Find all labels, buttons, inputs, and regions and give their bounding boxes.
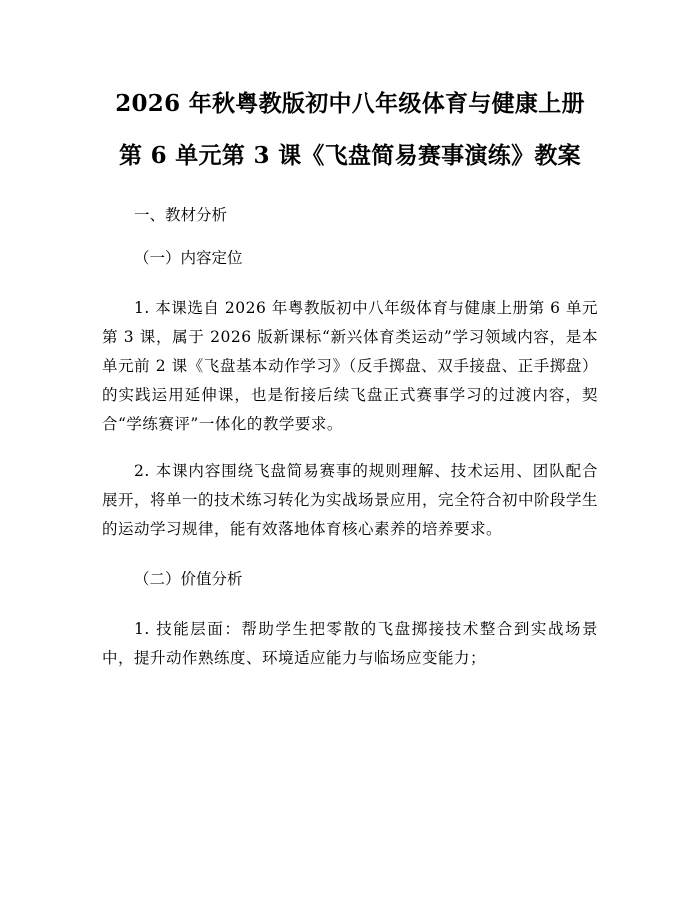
subsection-heading-content-positioning: （一）内容定位: [134, 249, 243, 267]
document-title-line-2: 第 6 单元第 3 课《飞盘简易赛事演练》教案: [119, 142, 581, 169]
paragraph-content-positioning-1: 1. 本课选自 2026 年粤教版初中八年级体育与健康上册第 6 单元第 3 课，属于 2026 版新课标“新兴体育类运动”学习领域内容，是本单元前 2 课《飞盘基本动作学习》（反手掷盘、双手接盘、正手掷盘）的实践运用延伸课，也是衔接后续飞盘正式赛事学习的过渡内容，契合“学练赛评”一体化的教学要求。: [102, 299, 598, 433]
document-title-line-1: 2026 年秋粤教版初中八年级体育与健康上册: [115, 90, 585, 117]
subsection-heading-value-analysis: （二）价值分析: [134, 570, 243, 588]
section-heading-textbook-analysis: 一、教材分析: [134, 206, 228, 224]
paragraph-value-analysis-1: 1. 技能层面：帮助学生把零散的飞盘掷接技术整合到实战场景中，提升动作熟练度、环境适应能力与临场应变能力；: [102, 620, 598, 667]
paragraph-content-positioning-2: 2. 本课内容围绕飞盘简易赛事的规则理解、技术运用、团队配合展开，将单一的技术练习转化为实战场景应用，完全符合初中阶段学生的运动学习规律，能有效落地体育核心素养的培养要求。: [102, 462, 599, 538]
